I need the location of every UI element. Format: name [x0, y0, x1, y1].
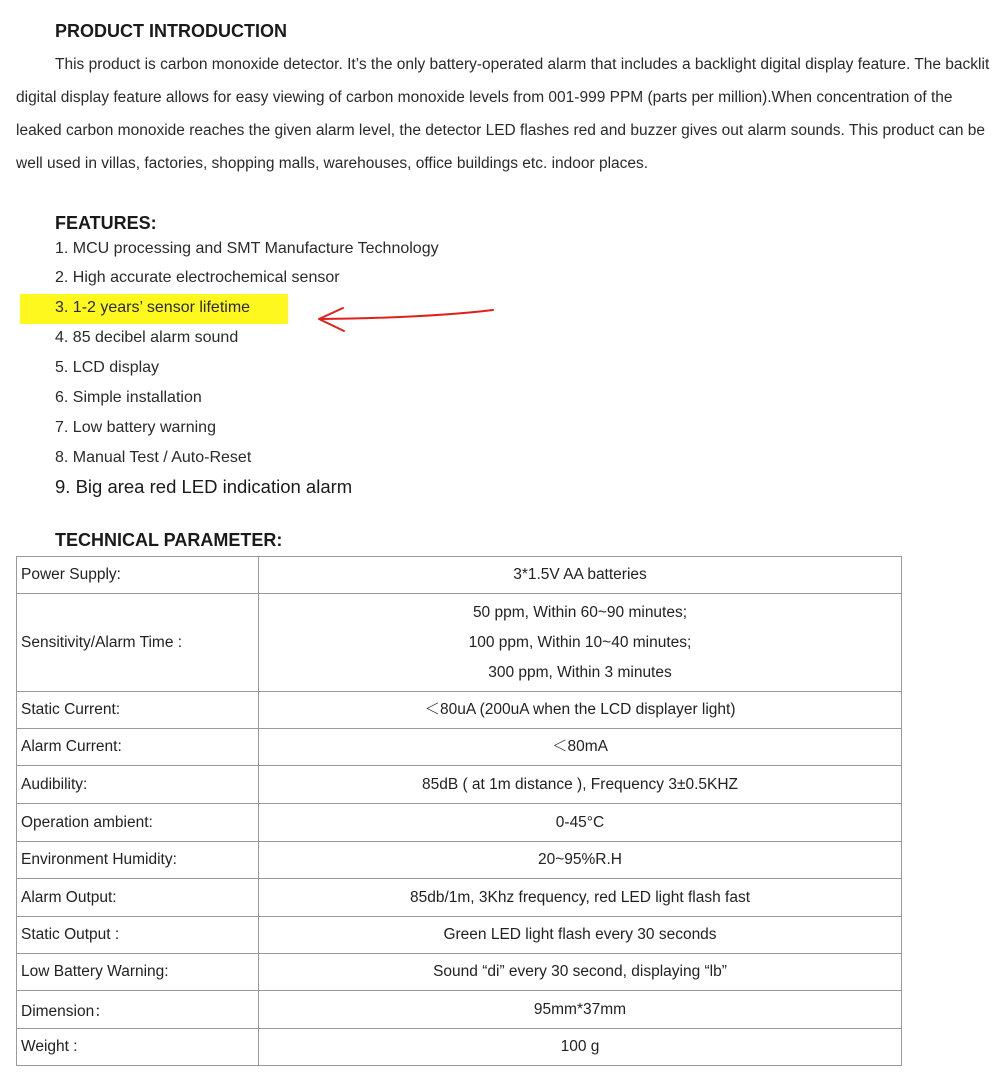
param-value: 100 g — [259, 1029, 902, 1066]
param-value: 50 ppm, Within 60~90 minutes; 100 ppm, Within 10~40 minutes; 300 ppm, Within 3 minutes — [259, 594, 902, 692]
param-value: 0-45°C — [259, 804, 902, 842]
param-value: 3*1.5V AA batteries — [259, 557, 902, 594]
feature-item: 7. Low battery warning — [55, 419, 216, 436]
param-value: 95mm*37mm — [259, 991, 902, 1029]
param-value: ＜80uA (200uA when the LCD displayer light) — [259, 692, 902, 729]
param-value: Sound “di” every 30 second, displaying “lb” — [259, 954, 902, 991]
param-label: Weight : — [17, 1029, 259, 1066]
table-row — [17, 917, 902, 954]
param-label: Static Current: — [17, 692, 259, 729]
table-row — [17, 991, 902, 1029]
feature-item: 8. Manual Test / Auto-Reset — [55, 449, 252, 466]
table-row — [17, 594, 902, 692]
table-row — [17, 879, 902, 917]
technical-parameter-heading: TECHNICAL PARAMETER: — [55, 530, 283, 550]
product-introduction-heading: PRODUCT INTRODUCTION — [55, 21, 287, 41]
param-value: 85dB ( at 1m distance ), Frequency 3±0.5KHZ — [259, 766, 902, 804]
param-value: Green LED light flash every 30 seconds — [259, 917, 902, 954]
technical-parameter-table — [16, 556, 902, 1066]
table-row — [17, 692, 902, 729]
param-label: Alarm Current: — [17, 729, 259, 766]
param-label: Low Battery Warning: — [17, 954, 259, 991]
param-label: Alarm Output: — [17, 879, 259, 917]
feature-item: 2. High accurate electrochemical sensor — [55, 269, 340, 286]
product-introduction-paragraph: This product is carbon monoxide detector. It’s the only battery-operated alarm that includes a backlight digital display feature. The backlit digital display feature allows for easy viewing of carbon monoxide levels from 001-999 PPM (parts per million).When concentration of the leaked carbon monoxide reaches the given alarm level, the detector LED flashes red and buzzer gives out alarm sounds. This product can be well used in villas, factories, shopping malls, warehouses, office buildings etc. indoor places. — [16, 56, 990, 172]
feature-item: 1. MCU processing and SMT Manufacture Technology — [55, 240, 439, 257]
param-label: Power Supply: — [17, 557, 259, 594]
table-row — [17, 557, 902, 594]
param-value: 85db/1m, 3Khz frequency, red LED light flash fast — [259, 879, 902, 917]
param-value: 20~95%R.H — [259, 842, 902, 879]
param-label: Audibility: — [17, 766, 259, 804]
feature-item: 9. Big area red LED indication alarm — [55, 476, 353, 497]
param-value: ＜80mA — [259, 729, 902, 766]
table-row — [17, 1029, 902, 1066]
feature-item: 4. 85 decibel alarm sound — [55, 329, 239, 346]
param-label: Sensitivity/Alarm Time : — [17, 594, 259, 692]
param-label: Dimension： — [17, 991, 259, 1029]
red-arrow-annotation — [310, 296, 500, 338]
param-label: Static Output : — [17, 917, 259, 954]
table-row — [17, 954, 902, 991]
table-row — [17, 842, 902, 879]
feature-item: 5. LCD display — [55, 359, 160, 376]
param-label: Environment Humidity: — [17, 842, 259, 879]
feature-item-highlighted: 3. 1-2 years’ sensor lifetime — [55, 299, 251, 316]
table-row — [17, 729, 902, 766]
table-row — [17, 804, 902, 842]
features-heading: FEATURES: — [55, 213, 157, 233]
table-row — [17, 766, 902, 804]
feature-item: 6. Simple installation — [55, 389, 202, 406]
param-label: Operation ambient: — [17, 804, 259, 842]
